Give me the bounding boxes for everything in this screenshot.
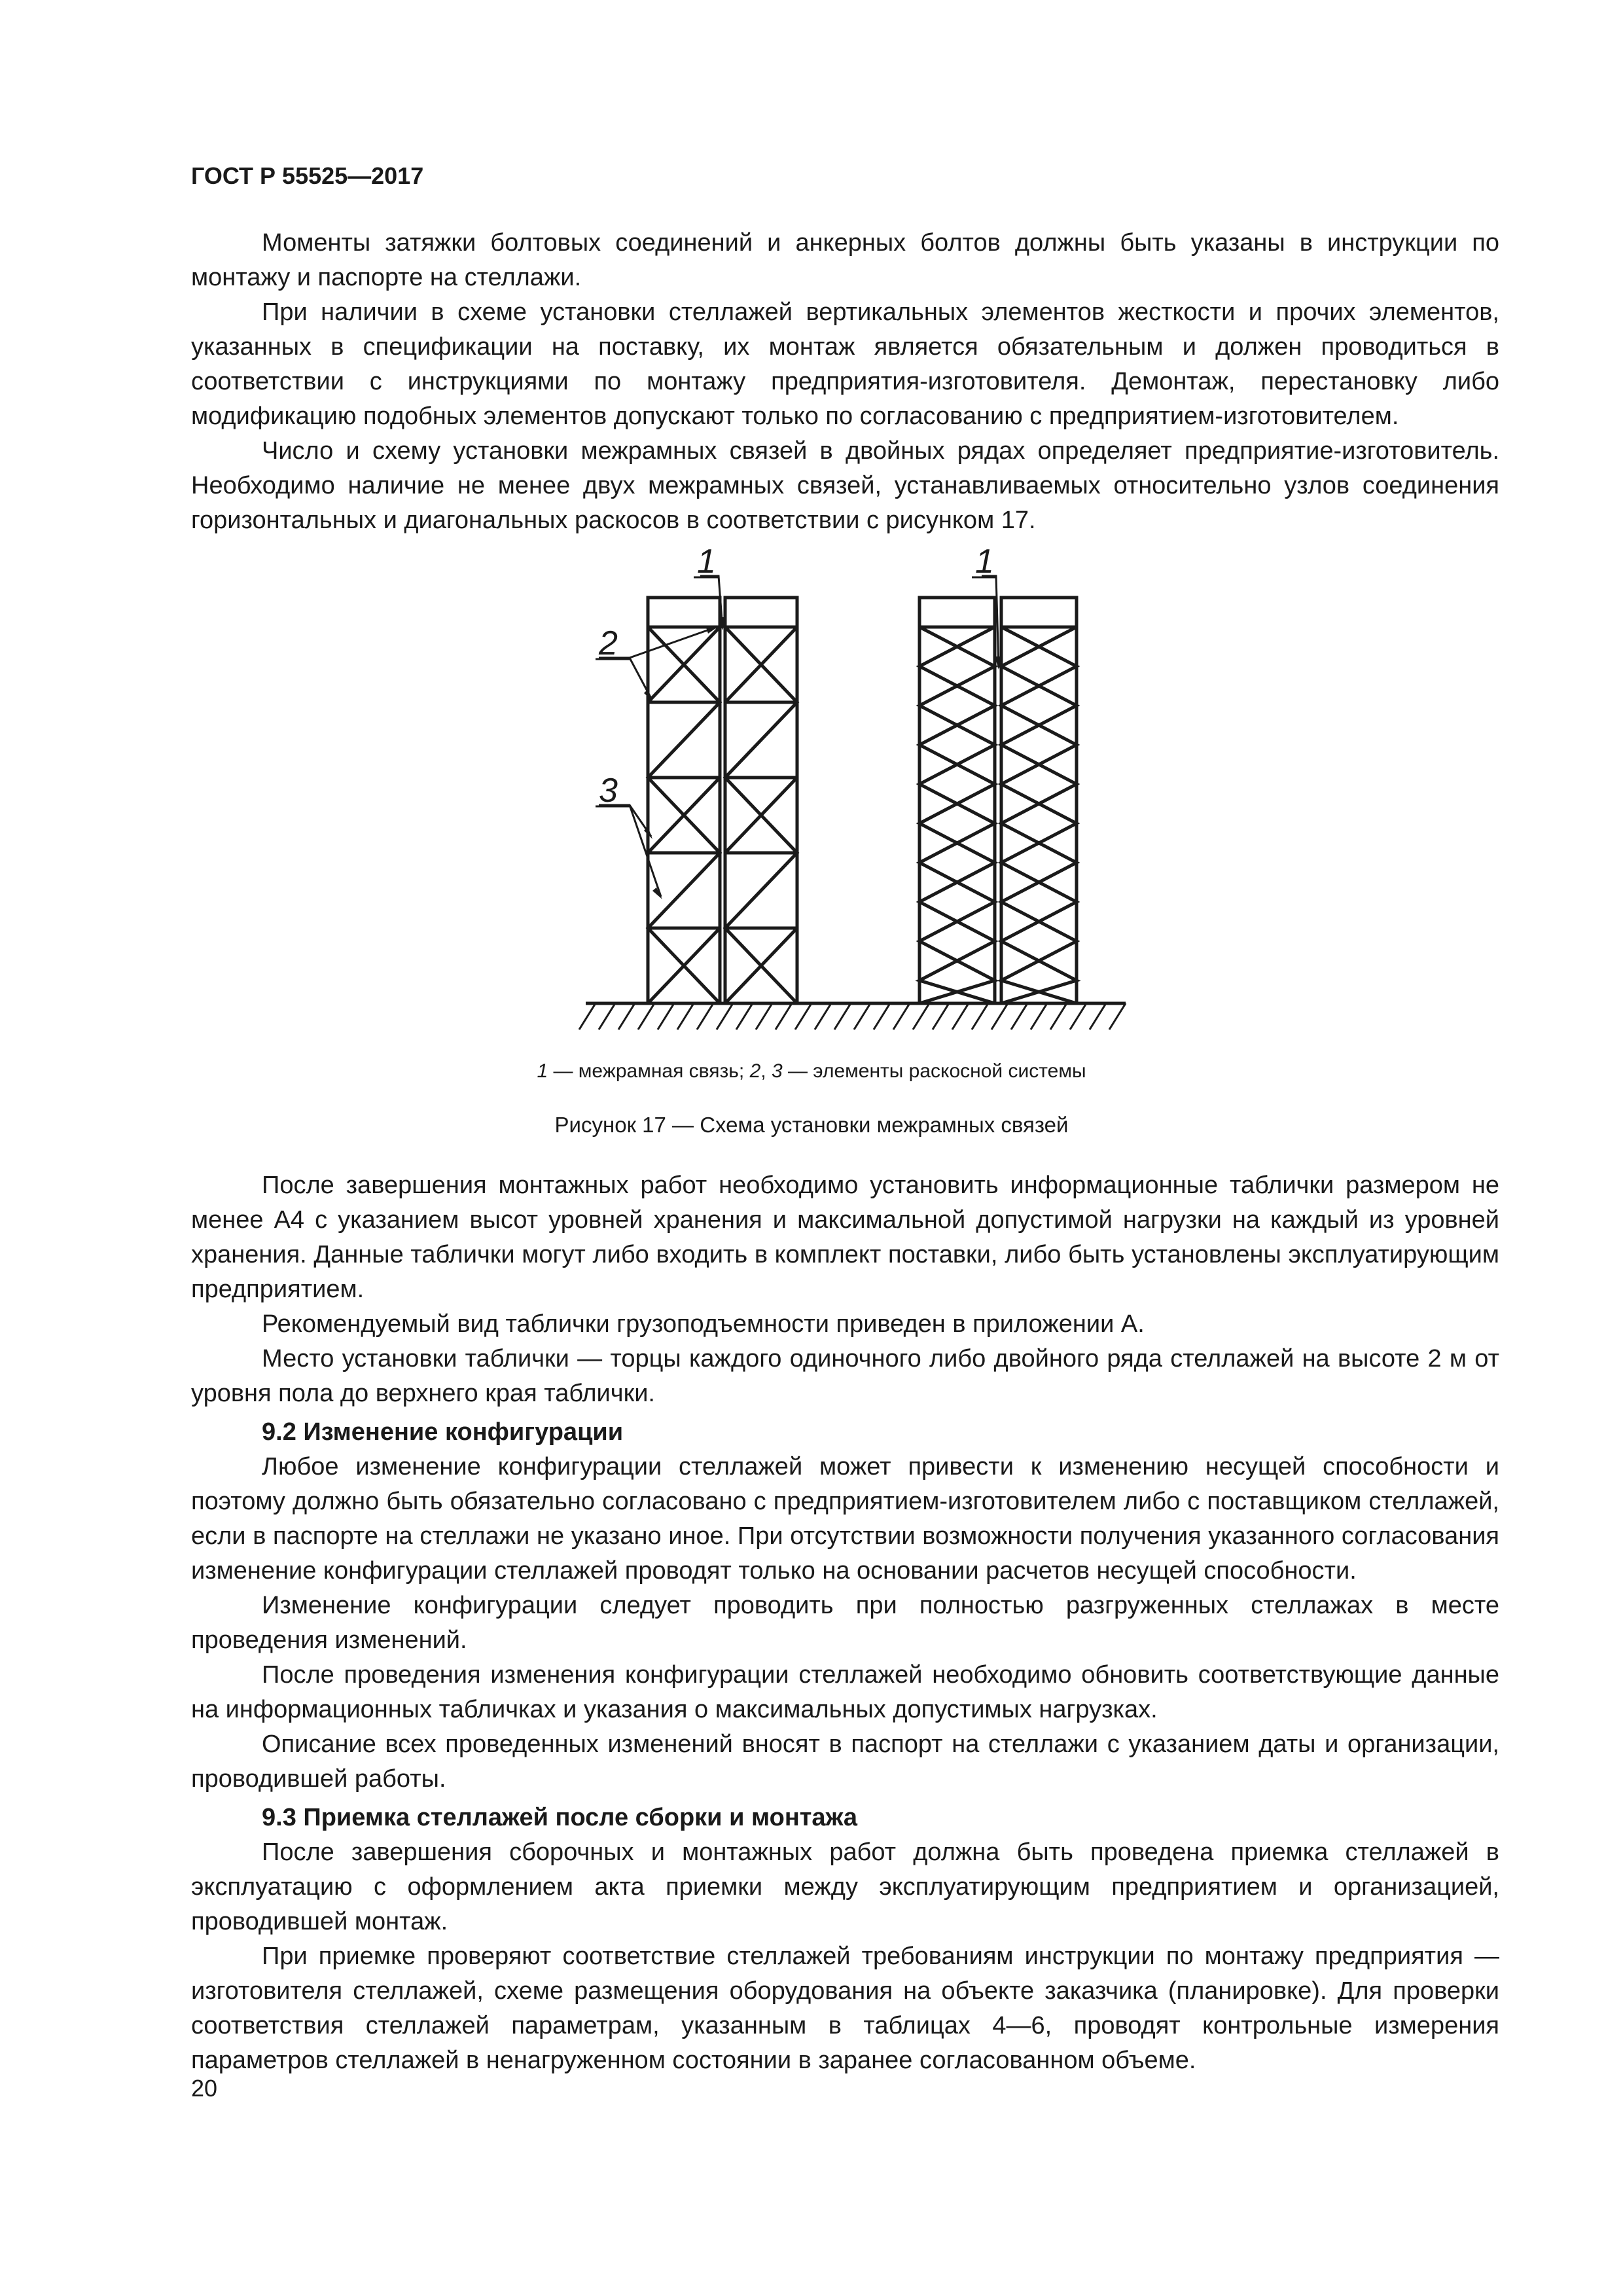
paragraph: Место установки таблички — торцы каждого одиночного либо двойного ряда стеллажей на высоте 2 м от уровня пола до верхнего края таблички. <box>191 1345 1499 1407</box>
leader-arrowheads <box>644 617 1003 899</box>
paragraph: Моменты затяжки болтовых соединений и анкерных болтов должны быть указаны в инструкции по монтажу и паспорте на стеллажи. <box>191 229 1499 291</box>
paragraph: Любое изменение конфигурации стеллажей может привести к изменению несущей способности и поэтому должно быть обязательно согласовано с предприятием-изготовителем либо с поставщиком стеллажей, если в паспорте на стеллажи не указано иное. При отсутствии возможности получения указанного согласования изменение конфигурации стеллажей проводят только на основании расчетов несущей способности. <box>191 1453 1499 1585</box>
paragraph: При наличии в схеме установки стеллажей вертикальных элементов жесткости и прочих элементов, указанных в спецификации на поставку, их монтаж является обязательным и должен проводиться в соответствии с инструкциями по монтажу предприятия-изготовителя. Демонтаж, перестановку либо модификацию подобных элементов допускают только по согласованию с предприятием-изготовителем. <box>191 298 1499 430</box>
section-title: 9.2 Изменение конфигурации <box>262 1418 624 1446</box>
legend-num: 2 <box>749 1060 761 1082</box>
label-3: 3 <box>599 772 618 810</box>
figure-caption: Рисунок 17 — Схема установки межрамных связей <box>554 1113 1069 1137</box>
legend-text: — межрамная связь; <box>548 1060 750 1082</box>
label-2: 2 <box>599 624 618 662</box>
paragraph: Описание всех проведенных изменений вносят в паспорт на стеллажи с указанием даты и организации, проводившей работы. <box>191 1731 1499 1793</box>
intro-text <box>191 226 1499 538</box>
legend-num: 1 <box>537 1060 548 1082</box>
legend-sep: , <box>760 1060 772 1082</box>
legend-text: — элементы раскосной системы <box>782 1060 1086 1082</box>
label-1-left: 1 <box>697 543 716 581</box>
legend-num: 3 <box>771 1060 783 1082</box>
paragraph: После завершения монтажных работ необходимо установить информационные таблички размером не менее А4 с указанием высот уровней хранения и максимальной допустимой нагрузки на каждый из уровней хранения. Данные таблички могут либо входить в комплект поставки, либо быть установлены эксплуатирующим предприятием. <box>191 1172 1499 1303</box>
document-header: ГОСТ Р 55525—2017 <box>191 162 424 189</box>
paragraph: При приемке проверяют соответствие стеллажей требованиям инструкции по монтажу предприятия — изготовителя стеллажей, схеме размещения оборудования на объекте заказчика (планировке). Для проверки соответствия стеллажей параметрам, указанным в таблицах 4—6, проводят контрольные измерения параметров стеллажей в ненагруженном состоянии в заранее согласованном объеме. <box>191 1943 1499 2074</box>
figure-17 <box>550 527 1139 1050</box>
rack-diagram <box>550 527 1139 1050</box>
paragraph: После проведения изменения конфигурации стеллажей необходимо обновить соответствующие данные на информационных табличках и указания о максимальных допустимых нагрузках. <box>191 1661 1499 1723</box>
paragraph: Изменение конфигурации следует проводить при полностью разгруженных стеллажах в месте проведения изменений. <box>191 1592 1499 1654</box>
figure-legend <box>0 1060 1623 1083</box>
paragraph: После завершения сборочных и монтажных работ должна быть проведена приемка стеллажей в эксплуатацию с оформлением акта приемки между эксплуатирующим предприятием и организацией, проводившей монтаж. <box>191 1839 1499 1935</box>
paragraph: Рекомендуемый вид таблички грузоподъемности приведен в приложении А. <box>262 1310 1145 1338</box>
floor-hatching <box>579 1003 1126 1030</box>
section-title: 9.3 Приемка стеллажей после сборки и монтажа <box>262 1804 858 1831</box>
page-number: 20 <box>191 2075 218 2102</box>
main-text <box>191 1168 1499 2078</box>
left-double-rack <box>648 598 797 1003</box>
label-1-right: 1 <box>975 543 994 581</box>
paragraph: Число и схему установки межрамных связей в двойных рядах определяет предприятие-изготовитель. Необходимо наличие не менее двух межрамных связей, устанавливаемых относительно узлов соединения горизонтальных и диагональных раскосов в соответствии с рисунком 17. <box>191 437 1499 534</box>
